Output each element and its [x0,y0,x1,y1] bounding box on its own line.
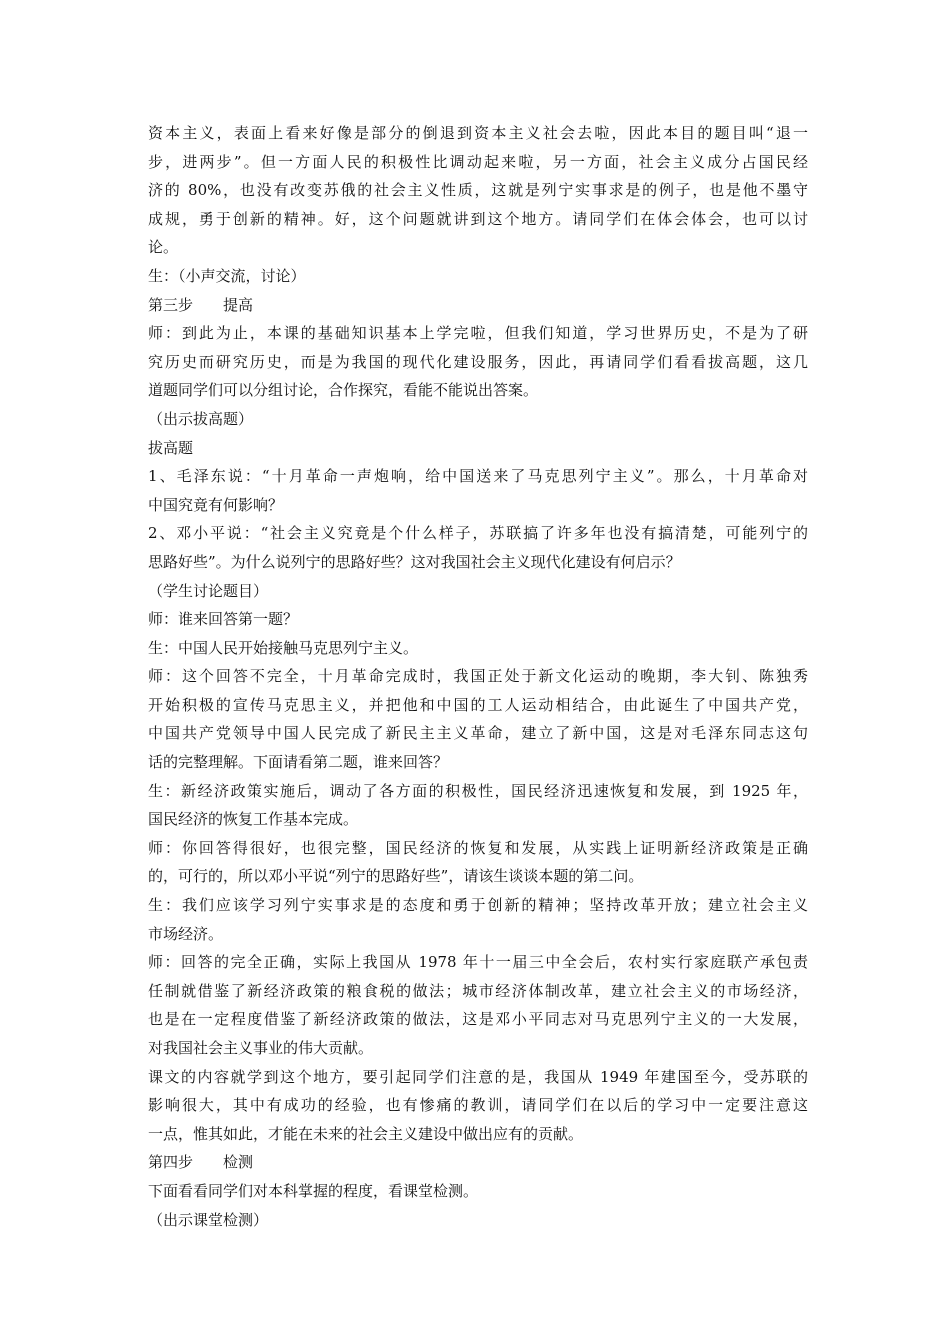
text-line: 市场经济。 [148,924,224,943]
text-line: 生：（小声交流，讨论） [148,266,306,285]
text-line: （学生讨论题目） [148,581,269,600]
text-line: 道题同学们可以分组讨论，合作探究，看能不能说出答案。 [148,381,539,400]
text-line: 对我国社会主义事业的伟大贡献。 [148,1039,374,1057]
text-line: 开始积极的宣传马克思主义，并把他和中国的工人运动相结合，由此诞生了中国共产党， [148,695,808,714]
text-line: 话的完整理解。下面请看第二题，谁来回答？ [148,753,449,772]
text-line: 中国共产党领导中国人民完成了新民主主义革命，建立了新中国，这是对毛泽东同志这句 [148,724,808,743]
text-line: 生：我们应该学习列宁实事求是的态度和勇于创新的精神；坚持改革开放；建立社会主义 [148,896,808,915]
text-line: 资本主义，表面上看来好像是部分的倒退到资本主义社会去啦，因此本目的题目叫“退一 [148,124,808,142]
text-line: 任制就借鉴了新经济政策的粮食税的做法；城市经济体制改革，建立社会主义的市场经济， [148,981,808,1000]
text-line: 影响很大，其中有成功的经验，也有惨痛的教训，请同学们在以后的学习中一定要注意这 [148,1096,808,1115]
text-line: 师：谁来回答第一题？ [148,610,299,629]
text-line: 思路好些”。为什么说列宁的思路好些？这对我国社会主义现代化建设有何启示？ [148,552,681,571]
text-line: 师：这个回答不完全，十月革命完成时，我国正处于新文化运动的晚期，李大钊、陈独秀 [148,667,808,686]
text-line: 师：你回答得很好，也很完整，国民经济的恢复和发展，从实践上证明新经济政策是正确 [148,838,808,857]
text-line: 成规，勇于创新的精神。好，这个问题就讲到这个地方。请同学们在体会体会，也可以讨 [148,209,808,228]
text-line: 2、邓小平说：“社会主义究竟是个什么样子，苏联搞了许多年也没有搞清楚，可能列宁的 [148,524,808,543]
text-line: （出示课堂检测） [148,1210,269,1229]
text-line: 拔高题 [148,438,194,457]
text-line: 也是在一定程度借鉴了新经济政策的做法，这是邓小平同志对马克思列宁主义的一大发展， [148,1010,808,1029]
document-body [148,119,808,1234]
text-line: 国民经济的恢复工作基本完成。 [148,810,359,829]
text-line: 第三步 提高 [148,295,254,314]
text-line: 师：到此为止，本课的基础知识基本上学完啦，但我们知道，学习世界历史，不是为了研 [148,324,808,343]
text-line: （出示拔高题） [148,409,254,428]
text-line: 一点，惟其如此，才能在未来的社会主义建设中做出应有的贡献。 [148,1124,584,1143]
text-line: 下面看看同学们对本科掌握的程度，看课堂检测。 [148,1181,479,1200]
text-line: 的，可行的，所以邓小平说“列宁的思路好些”，请该生谈谈本题的第二问。 [148,867,644,886]
text-line: 1、毛泽东说：“十月革命一声炮响，给中国送来了马克思列宁主义”。那么，十月革命对 [148,467,808,486]
text-line: 论。 [148,238,179,257]
text-line: 课文的内容就学到这个地方，要引起同学们注意的是，我国从 1949 年建国至今，受苏联的 [148,1067,808,1086]
text-line: 济的 80%，也没有改变苏俄的社会主义性质，这就是列宁实事求是的例子，也是他不墨守 [148,181,808,200]
text-line: 生：新经济政策实施后，调动了各方面的积极性，国民经济迅速恢复和发展，到 1925 年， [148,781,808,800]
text-line: 师：回答的完全正确，实际上我国从 1978 年十一届三中全会后，农村实行家庭联产承包责 [148,953,808,972]
text-line: 第四步 检测 [148,1153,254,1172]
text-line: 究历史而研究历史，而是为我国的现代化建设服务，因此，再请同学们看看拔高题，这几 [148,352,808,371]
text-line: 生：中国人民开始接触马克思列宁主义。 [148,638,419,657]
text-line: 步，进两步”。但一方面人民的积极性比调动起来啦，另一方面，社会主义成分占国民经 [148,152,808,171]
text-line: 中国究竟有何影响？ [148,495,284,514]
